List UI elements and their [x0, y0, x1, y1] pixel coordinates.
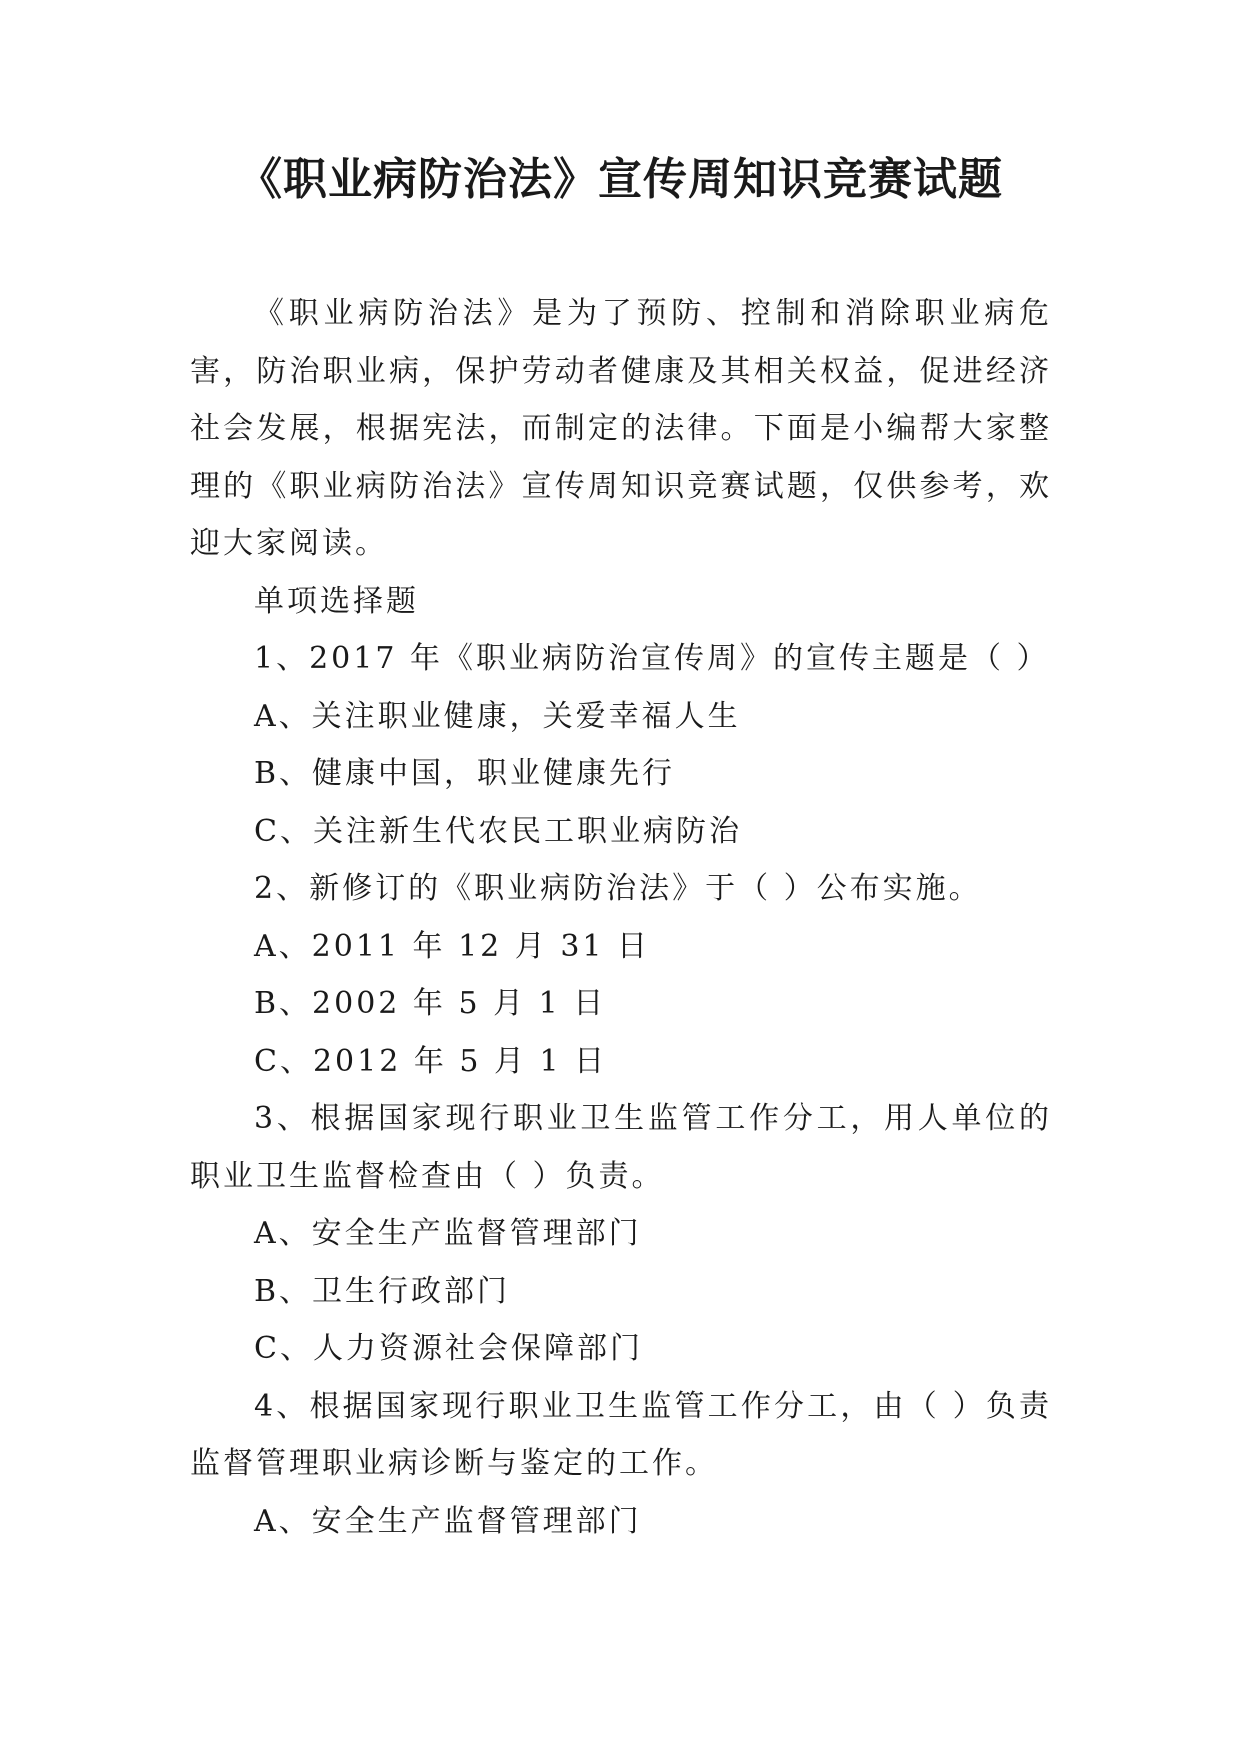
question-1-option-c: C、关注新生代农民工职业病防治: [254, 813, 742, 849]
question-4-option-a: A、安全生产监督管理部门: [254, 1503, 642, 1539]
document-body: [190, 285, 1052, 1550]
question-3-option-b: B、卫生行政部门: [254, 1273, 511, 1309]
document-title: 《职业病防治法》宣传周知识竞赛试题: [238, 154, 1003, 205]
question-1-option-b: B、健康中国，职业健康先行: [254, 756, 676, 791]
question-3-option-a: A、安全生产监督管理部门: [254, 1216, 642, 1251]
question-2-option-b: B、2002 年 5 月 1 日: [254, 986, 607, 1021]
question-3-option-c: C、人力资源社会保障部门: [254, 1331, 643, 1366]
section-heading: 单项选择题: [254, 583, 419, 619]
question-2-option-c: C、2012 年 5 月 1 日: [254, 1043, 608, 1079]
question-1-option-a: A、关注职业健康，关爱幸福人生: [254, 698, 741, 734]
question-3: 3、根据国家现行职业卫生监管工作分工，用人单位的职业卫生监督检查由（ ）负责。: [190, 1101, 1052, 1194]
question-2-option-a: A、2011 年 12 月 31 日: [254, 928, 651, 964]
question-4: 4、根据国家现行职业卫生监管工作分工，由（ ）负责监督管理职业病诊断与鉴定的工作。: [190, 1388, 1052, 1481]
intro-paragraph: 《职业病防治法》是为了预防、控制和消除职业病危害，防治职业病，保护劳动者健康及其相关权益，促进经济社会发展，根据宪法，而制定的法律。下面是小编帮大家整理的《职业病防治法》宣传周知识竞赛试题，仅供参考，欢迎大家阅读。: [190, 296, 1052, 561]
question-1: 1、2017 年《职业病防治宣传周》的宣传主题是（ ）: [254, 641, 1050, 676]
question-2: 2、新修订的《职业病防治法》于（ ）公布实施。: [254, 871, 982, 906]
